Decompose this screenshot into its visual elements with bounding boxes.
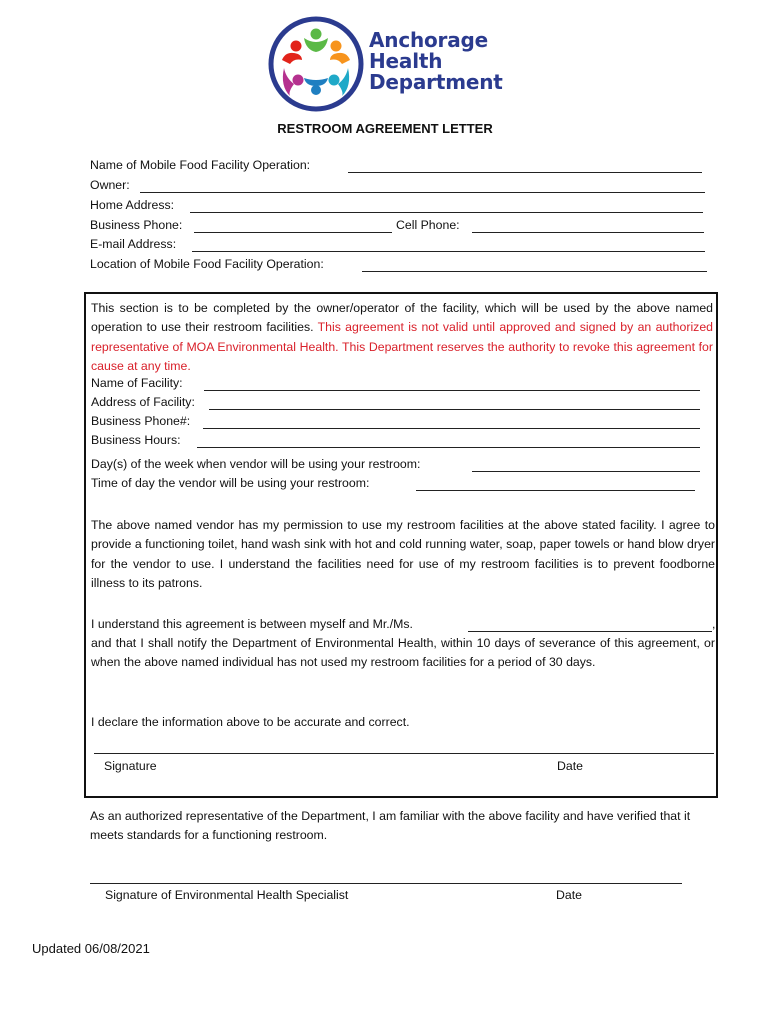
agreement-paragraph: and that I shall notify the Department of Environmental Health, within 10 days of severance of this agreement, or when the above named individual has not used my restroom facilities for a period of 30 days. [91, 636, 715, 670]
logo-line-2: Health [369, 49, 443, 73]
logo-emblem-icon [268, 16, 368, 112]
facility-agreement-box [84, 292, 718, 798]
ehs-signature-label: Signature of Environmental Health Specialist [105, 888, 349, 902]
field-time-of-day-label: Time of day the vendor will be using your restroom: [91, 476, 370, 490]
logo-text [369, 30, 503, 93]
field-email [90, 235, 705, 254]
field-name-of-facility [91, 374, 703, 393]
field-home-address-line[interactable] [190, 212, 703, 213]
field-business-hours [91, 431, 703, 450]
field-vendor-name-comma: , [712, 617, 716, 631]
authorized-representative-text: As an authorized representative of the Department, I am familiar with the above facility and have verified that it meets standards for a functioning restroom. [90, 809, 691, 843]
field-facility-operation-line[interactable] [348, 172, 702, 173]
field-business-phone-num [91, 412, 703, 431]
field-name-of-facility-label: Name of Facility: [91, 376, 183, 390]
field-address-of-facility-line[interactable] [209, 409, 700, 410]
field-business-phone-line[interactable] [194, 232, 392, 233]
field-time-of-day-line[interactable] [416, 490, 695, 491]
field-location [90, 255, 708, 274]
field-location-line[interactable] [362, 271, 707, 272]
declaration-text: I declare the information above to be accurate and correct. [91, 715, 410, 729]
field-owner-line[interactable] [140, 192, 705, 193]
field-facility-operation [90, 156, 705, 175]
field-owner-label: Owner: [90, 178, 130, 192]
ehs-date-label: Date [556, 888, 582, 902]
field-email-label: E-mail Address: [90, 237, 177, 251]
field-business-phone-num-line[interactable] [203, 428, 700, 429]
page-title: RESTROOM AGREEMENT LETTER [277, 121, 493, 136]
ehs-signature-line[interactable] [90, 883, 682, 884]
logo-line-1: Anchorage [369, 28, 488, 52]
field-time-of-day [91, 474, 703, 493]
signature-label: Signature [104, 759, 157, 773]
permission-paragraph: The above named vendor has my permission to use my restroom facilities at the above stated facility. I agree to provide a functioning toilet, hand wash sink with hot and cold running water, soap, paper towels or hand blow dryer for the vendor to use. I understand the facilities need for use of my restroom facilities is to prevent foodborne illness to its patrons. [91, 518, 715, 590]
field-business-hours-label: Business Hours: [91, 433, 181, 447]
field-facility-operation-label: Name of Mobile Food Facility Operation: [90, 158, 311, 172]
field-name-of-facility-line[interactable] [204, 390, 700, 391]
signature-line[interactable] [94, 753, 714, 754]
field-cell-phone-label: Cell Phone: [396, 218, 460, 232]
field-vendor-name-label: I understand this agreement is between myself and Mr./Ms. [91, 617, 413, 631]
intro-text: This section is to be completed by the owner/operator of the facility, which will be used by the above named operation to use their restroom facilities. [91, 301, 713, 335]
field-days-of-week-line[interactable] [472, 471, 700, 472]
field-vendor-name [91, 615, 715, 634]
field-vendor-name-line[interactable] [468, 631, 712, 632]
field-home-address-label: Home Address: [90, 198, 175, 212]
field-business-hours-line[interactable] [197, 447, 700, 448]
field-business-phone-label: Business Phone: [90, 218, 183, 232]
intro-paragraph [91, 299, 713, 376]
field-business-phone-num-label: Business Phone#: [91, 414, 191, 428]
intro-warning-text: This agreement is not valid until approved and signed by an authorized representative of MOA Environmental Health. This Department reserves the authority to revoke this agreement for cause at any time. [91, 320, 714, 373]
field-days-of-week-label: Day(s) of the week when vendor will be using your restroom: [91, 457, 421, 471]
field-email-line[interactable] [192, 251, 705, 252]
updated-date: Updated 06/08/2021 [32, 941, 150, 956]
field-cell-phone-line[interactable] [472, 232, 704, 233]
field-address-of-facility [91, 393, 703, 412]
field-address-of-facility-label: Address of Facility: [91, 395, 195, 409]
field-phones [90, 216, 705, 235]
anchorage-health-logo [268, 16, 508, 112]
field-owner [90, 176, 705, 195]
logo-line-3: Department [369, 70, 503, 94]
field-home-address [90, 196, 705, 215]
field-days-of-week [91, 455, 703, 474]
field-location-label: Location of Mobile Food Facility Operation: [90, 257, 324, 271]
date-label: Date [557, 759, 583, 773]
